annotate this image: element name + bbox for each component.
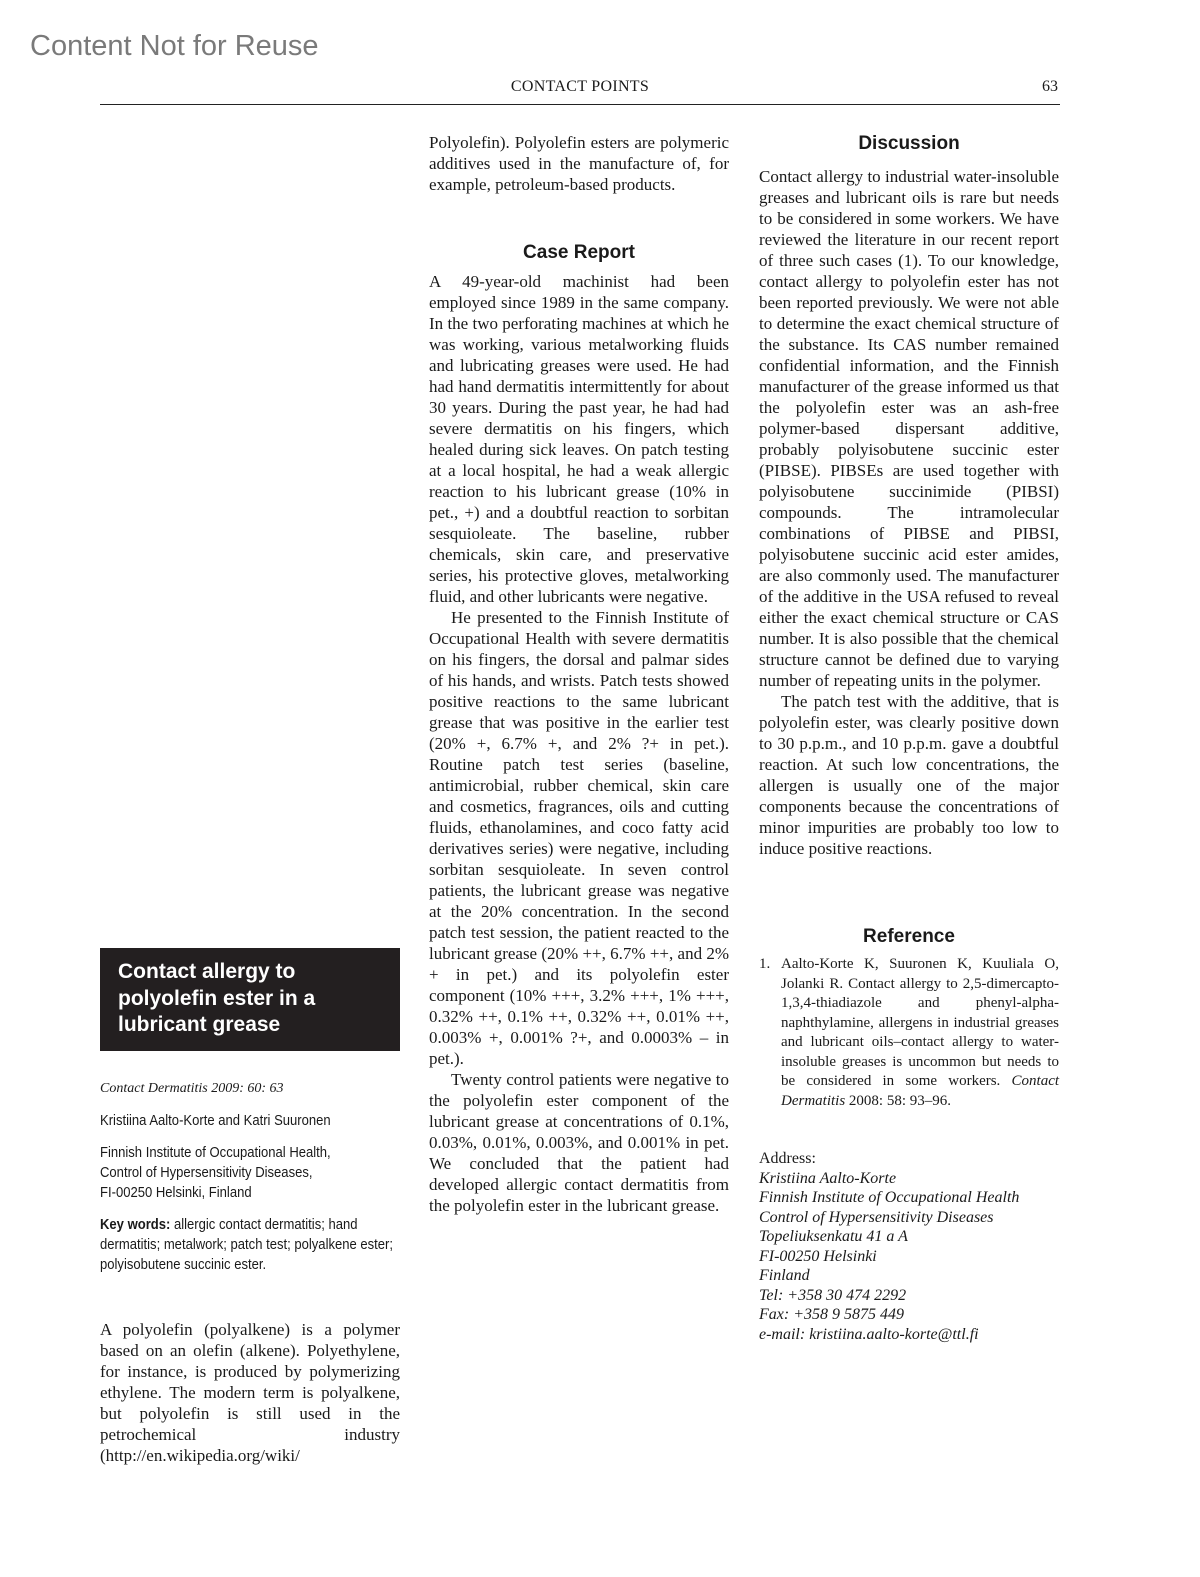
reference-details: 2008: 58: 93–96. [848,1092,952,1109]
affiliation-line: FI-00250 Helsinki, Finland [100,1184,252,1201]
address-line: Kristiina Aalto-Korte [759,1169,897,1187]
keywords-text: allergic contact dermatitis; hand dermatitis; metalwork; patch test; polyalkene ester; polyisobutene succinic ester. [100,1216,394,1273]
running-head [100,78,1060,100]
intro-continuation: Polyolefin). Polyolefin esters are polymeric additives used in the manufacture of, for example, petroleum-based products. [429,133,729,194]
address-line: Finland [759,1267,810,1284]
discussion-heading: Discussion [858,133,960,154]
reference-heading: Reference [863,926,955,947]
case-report-heading: Case Report [523,242,635,263]
keywords [100,1215,400,1275]
address-line: FI-00250 Helsinki [759,1247,877,1265]
left-column [100,948,400,1466]
running-title: CONTACT POINTS [510,78,650,95]
reference-journal: Contact Dermatitis [781,1073,1060,1109]
authors: Kristiina Aalto-Korte and Katri Suuronen [100,1112,331,1129]
keywords-label: Key words: [100,1216,171,1233]
affiliation [100,1143,400,1203]
case-report-paragraph: He presented to the Finnish Institute of Occupational Health with severe dermatitis on his fingers, the dorsal and palmar sides of his hands, and wrists. Patch tests showed positive reactions to the same lubricant grease that was positive in the earlier test (20% +, 6.7% +, and 2% ?+ in pet.). Routine patch test series (baseline, antimicrobial, rubber chemical, skin care and cosmetics, fragrances, oils and cutting fluids, ethanolamines, and coco fatty acid derivatives series) were negative, including sorbitan sesquioleate. In seven control patients, the lubricant grease was negative at the 20% concentration. In the second patch test session, the patient reacted to the lubricant grease (20% ++, 6.7% ++, and 2% + in pet.) and its polyolefin ester component (10% +++, 3.2% +++, 1% +++, 0.32% ++, 0.1% ++, 0.32% ++, 0.01% ++, 0.003% +, 0.001% ?+, and 0.0003% – in pet.). [429,608,729,1068]
citation: Contact Dermatitis 2009: 60: 63 [100,1080,284,1096]
reference-item [759,955,1059,1111]
discussion-paragraph: The patch test with the additive, that is polyolefin ester, was clearly positive down to 30 p.p.m., and 10 p.p.m. gave a doubtful reaction. At such low concentrations, the allergen is usually one of the major components because the concentrations of minor impurities are probably too low to induce positive reactions. [759,692,1059,858]
header-rule [100,104,1060,105]
address-line: Tel: +358 30 474 2292 [759,1286,907,1304]
case-report-paragraph: Twenty control patients were negative to the polyolefin ester component of the lubricant grease at concentrations of 0.1%, 0.03%, 0.01%, 0.003%, and 0.001% in pet. We concluded that the patient had developed allergic contact dermatitis from the polyolefin ester in the lubricant grease. [429,1070,729,1215]
address-line: Finnish Institute of Occupational Health [759,1189,1020,1206]
address-line: Fax: +358 9 5875 449 [759,1306,904,1323]
right-column [759,132,1059,1344]
affiliation-line: Finnish Institute of Occupational Health, [100,1144,331,1161]
reference-number: 1. [759,956,771,972]
address-line: Control of Hypersensitivity Diseases [759,1208,994,1226]
discussion-paragraph: Contact allergy to industrial water-insoluble greases and lubricant oils is rare but needs to be considered in some workers. We have reviewed the literature in our recent report of three such cases (1). To our knowledge, contact allergy to polyolefin ester has not been reported previously. We were not able to determine the exact chemical structure of the substance. Its CAS number remained confidential information, and the Finnish manufacturer of the grease informed us that the polyolefin ester was an ash-free polymer-based dispersant additive, probably polyisobutene succinic ester (PIBSE). PIBSEs are used together with polyisobutene succinimide (PIBSI) compounds. The intramolecular combinations of PIBSE and PIBSI, polyisobutene succinic acid ester amides, are also commonly used. The manufacturer of the additive in the USA refused to reveal either the exact chemical structure or CAS number. It is also possible that the chemical structure cannot be defined due to varying number of repeating units in the polymer. [759,167,1059,690]
middle-column [429,132,729,1216]
affiliation-line: Control of Hypersensitivity Diseases, [100,1164,313,1181]
intro-paragraph: A polyolefin (polyalkene) is a polymer based on an olefin (alkene). Polyethylene, for instance, is produced by polymerizing ethylene. The modern term is polyalkene, but polyolefin is still used in the petrochemical industry (http://en.wikipedia.org/wiki/ [100,1319,400,1465]
case-report-paragraph: A 49-year-old machinist had been employed since 1989 in the same company. In the two perforating machines at which he was working, various metalworking fluids and lubricating greases were used. He had had hand dermatitis intermittently for about 30 years. During the past year, he had had severe dermatitis on his fingers, which healed during sick leaves. On patch testing at a local hospital, he had a weak allergic reaction to his lubricant grease (10% in pet., +) and a doubtful reaction to sorbitan sesquioleate. The baseline, rubber chemicals, skin care, and preservative series, his protective gloves, metalworking fluid, and other lubricants were negative. [429,272,729,606]
watermark: Content Not for Reuse [30,30,319,62]
article-title: Contact allergy to polyolefin ester in a lubricant grease [100,948,400,1051]
address-email: e-mail: kristiina.aalto-korte@ttl.fi [759,1325,979,1343]
address-label: Address: [759,1150,816,1167]
reference-text: Aalto-Korte K, Suuronen K, Kuuliala O, Jolanki R. Contact allergy to 2,5-dimercapto-1,3,4-thiadiazole and phenyl-alpha-naphthylamine, allergens in industrial greases and lubricant oils–contact allergy to water-insoluble greases is uncommon but needs to be considered in some workers. [781,956,1059,1089]
reference-list [759,955,1059,1111]
address-block [759,1149,1059,1344]
address-line: Topeliuksenkatu 41 a A [759,1228,908,1245]
page-number: 63 [1042,78,1058,95]
